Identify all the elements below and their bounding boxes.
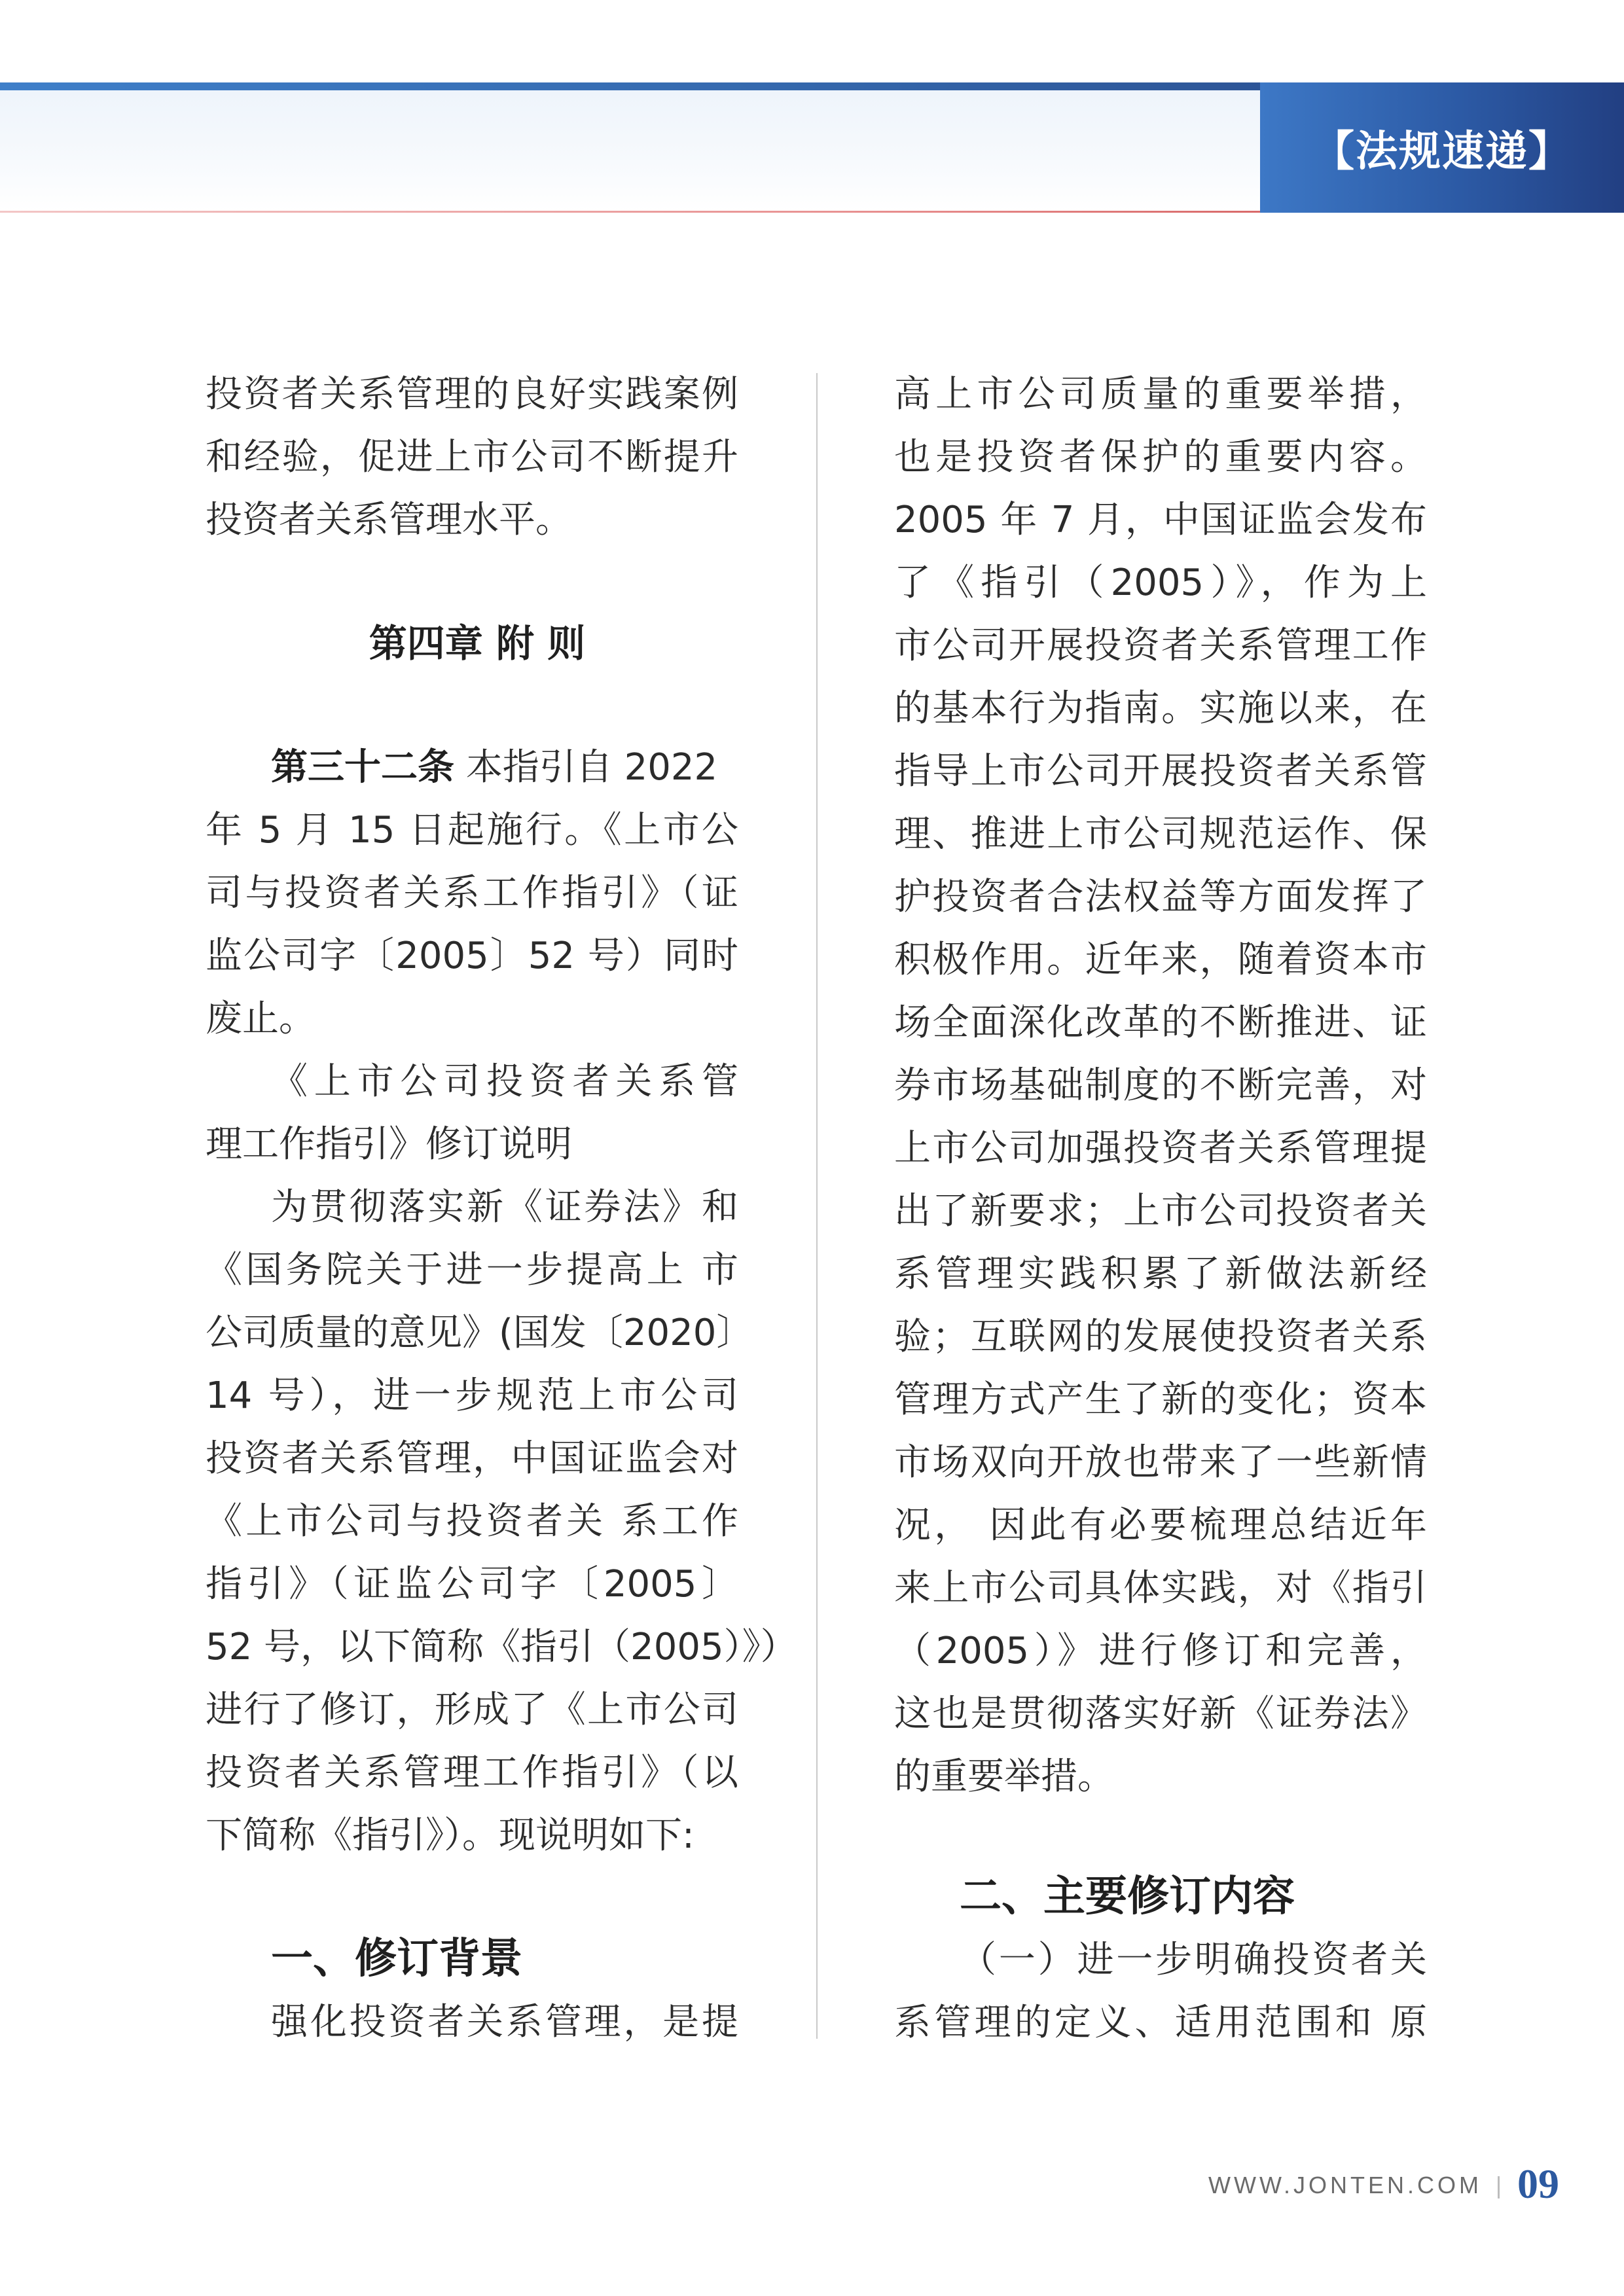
header-rule: [0, 211, 1260, 213]
right-line: 上市公司加强投资者关系管理提: [894, 1127, 1427, 1170]
left-line: 指引》（证监公司字〔2005〕: [206, 1563, 738, 1605]
page-number: 09: [1517, 2161, 1559, 2207]
right-line: （2005）》进行修订和完善，: [894, 1630, 1427, 1672]
left-line: 监公司字〔2005〕52 号）同时: [206, 935, 738, 977]
right-line: 系管理实践积累了新做法新经: [894, 1253, 1427, 1295]
section-tag-box: [1260, 82, 1624, 213]
left-line: 投资者关系管理，中国证监会对: [206, 1437, 738, 1480]
left-line: 《上市公司与投资者关 系工作: [206, 1500, 738, 1543]
left-line: 年 5 月 15 日起施行。《上市公: [206, 809, 738, 852]
left-line: 下简称《指引》）。现说明如下:: [206, 1814, 695, 1857]
left-line: 《国务院关于进一步提高上 市: [206, 1249, 738, 1291]
right-line: 系管理的定义、适用范围和 原: [894, 2001, 1427, 2044]
article-line: [206, 736, 717, 799]
right-line: 券市场基础制度的不断完善，对: [894, 1064, 1427, 1107]
article-number: 第三十二条: [271, 746, 454, 789]
left-line: 为贯彻落实新《证券法》和: [271, 1186, 738, 1229]
right-line: 况， 因此有必要梳理总结近年: [894, 1504, 1427, 1547]
right-line: 高上市公司质量的重要举措，: [894, 373, 1427, 416]
footer-website: WWW.JONTEN.COM: [1208, 2172, 1482, 2198]
right-line: 也是投资者保护的重要内容。: [894, 436, 1427, 478]
right-line: 的基本行为指南。实施以来，在: [894, 687, 1427, 730]
footer-separator: [1498, 2176, 1500, 2198]
left-line: 14 号），进一步规范上市公司: [206, 1374, 738, 1417]
left-line: 废止。: [206, 997, 316, 1040]
explanation-title-cont: 理工作指引》修订说明: [206, 1123, 572, 1166]
left-line: 进行了修订，形成了《上市公司: [206, 1689, 738, 1731]
right-line: 2005 年 7 月，中国证监会发布: [894, 499, 1427, 541]
right-line: 这也是贯彻落实好新《证券法》: [894, 1693, 1427, 1735]
right-line: 理、推进上市公司规范运作、保: [894, 813, 1427, 855]
left-line: 投资者关系管理水平。: [206, 499, 572, 541]
column-divider: [816, 373, 818, 2039]
right-line: 市公司开展投资者关系管理工作: [894, 624, 1427, 667]
left-line: 公司质量的意见》(国发〔2020〕: [206, 1312, 753, 1354]
chapter-heading: 第四章 附 则: [369, 621, 586, 666]
right-line: 验；互联网的发展使投资者关系: [894, 1316, 1427, 1358]
left-line: 强化投资者关系管理，是提: [271, 2001, 738, 2043]
article-text: 本指引自 2022: [465, 746, 718, 789]
right-line: 了《指引（2005）》，作为上: [894, 562, 1427, 604]
explanation-title: 《上市公司投资者关系管: [271, 1060, 738, 1103]
header-band: [0, 90, 1260, 211]
left-line: 投资者关系管理的良好实践案例: [206, 373, 738, 416]
left-line: 投资者关系管理工作指引》（以: [206, 1751, 738, 1794]
right-line: 出了新要求；上市公司投资者关: [894, 1190, 1427, 1232]
section-heading-revisions: 二、主要修订内容: [960, 1873, 1295, 1921]
left-line: 52 号，以下简称《指引（2005）》）: [206, 1626, 797, 1668]
right-line: 积极作用。近年来，随着资本市: [894, 939, 1427, 981]
right-line: 管理方式产生了新的变化；资本: [894, 1378, 1427, 1421]
left-line: 和经验，促进上市公司不断提升: [206, 436, 738, 478]
header-top-bar: [0, 82, 1260, 90]
right-line: 市场双向开放也带来了一些新情: [894, 1441, 1427, 1484]
right-line: 场全面深化改革的不断推进、证: [894, 1001, 1427, 1044]
right-line: 的重要举措。: [894, 1755, 1114, 1798]
right-line: 护投资者合法权益等方面发挥了: [894, 876, 1427, 918]
right-line: 指导上市公司开展投资者关系管: [894, 750, 1427, 793]
right-line: （一）进一步明确投资者关: [960, 1939, 1427, 1981]
section-heading-background: 一、修订背景: [271, 1935, 522, 1983]
right-line: 来上市公司具体实践，对《指引: [894, 1567, 1427, 1609]
left-line: 司与投资者关系工作指引》（证: [206, 872, 738, 914]
section-tag: 【法规速递】: [1312, 126, 1572, 176]
